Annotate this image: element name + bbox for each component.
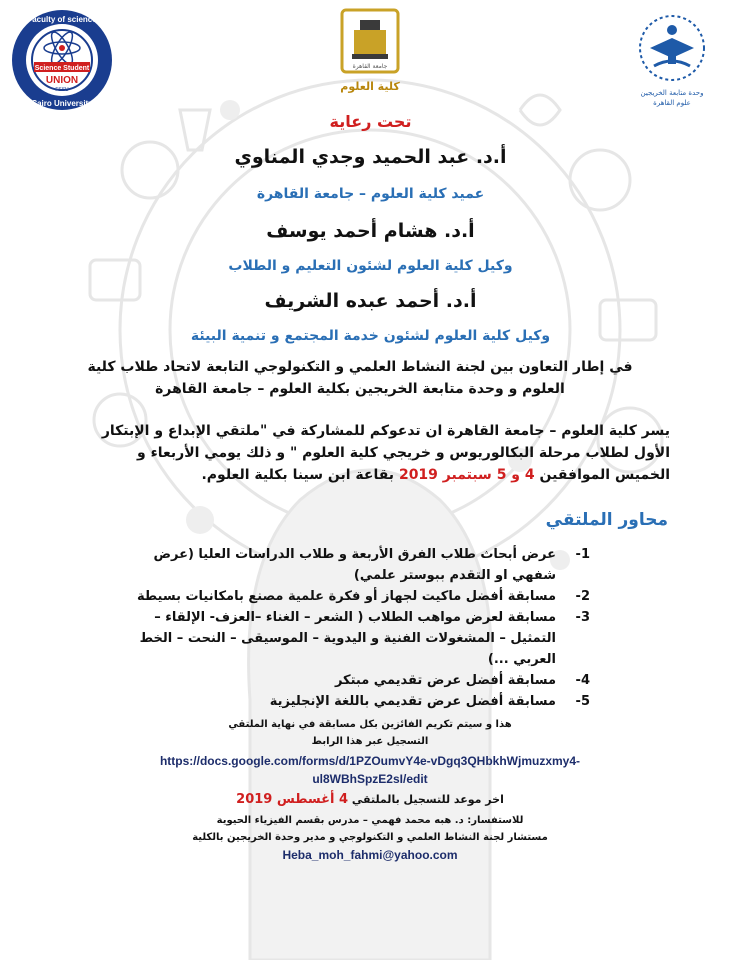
graduates-unit-logo <box>622 12 722 107</box>
deadline-line <box>150 790 590 810</box>
svg-text:FSSU: FSSU <box>55 87 69 93</box>
contact-line-2: مستشار لجنة النشاط العلمي و التكنولوجي و مدير وحدة الخريجين بالكلية <box>192 832 548 843</box>
axes-item-4: -4 مسابقة أفضل عرض تقديمي مبتكر <box>334 673 590 688</box>
graduates-logo-caption-1: وحدة متابعة الخريجين <box>640 89 704 97</box>
axes-item-1: -1 عرض أبحاث طلاب الفرق الأربعة و طلاب الدراسات العليا (عرض شفهي او التقدم ببوستر علمي) <box>153 547 590 583</box>
graduates-logo-caption-2: علوم القاهرة <box>653 99 691 107</box>
sponsor-2-name: أ.د. هشام أحمد يوسف <box>266 220 475 242</box>
invite-line-1: يسر كلية العلوم – جامعة القاهرة ان تدعوكم للمشاركة في "ملتقي الإبداع و الإبتكار <box>101 423 670 439</box>
sponsor-2-title: وكيل كلية العلوم لشئون التعليم و الطلاب <box>228 258 513 274</box>
sponsor-1-name: أ.د. عبد الحميد وجدي المناوي <box>234 146 507 168</box>
registration-link[interactable] <box>100 752 640 788</box>
faculty-logo-caption: كلية العلوم <box>340 80 400 93</box>
axes-item-3: -3 مسابقة لعرض مواهب الطلاب ( الشعر – الغناء –العزف- الإلقاء – التمثيل – المشغولات الفنية و اليدوية – الموسيقى – النحت – الخط العربي ...) <box>139 610 590 667</box>
intro-line-1: في إطار التعاون بين لجنة النشاط العلمي و التكنولوجي التابعة لاتحاد طلاب كلية <box>87 359 633 375</box>
invitation-paragraph <box>60 420 670 486</box>
event-date: 4 و 5 سبتمبر 2019 <box>398 467 535 483</box>
axes-heading: محاور الملتقي <box>545 510 668 530</box>
svg-text:Cairo University: Cairo University <box>31 99 93 108</box>
contact-line-1: للاستفسار: د. هبه محمد فهمي – مدرس بقسم الفيزياء الحيوية <box>216 815 524 826</box>
footer-info <box>150 716 590 750</box>
honor-note: هذا و سيتم تكريم الفائزين بكل مسابقة في نهاية الملتقي <box>228 719 512 730</box>
invite-line-2: الأول لطلاب مرحلة البكالوريوس و خريجي كلية العلوم " و ذلك يومي الأربعاء و <box>137 445 670 461</box>
svg-text:Science Student: Science Student <box>34 65 90 72</box>
invite-line-3-post: بقاعة ابن سينا بكلية العلوم. <box>201 467 395 483</box>
sponsor-3-title: وكيل كلية العلوم لشئون خدمة المجتمع و تنمية البيئة <box>190 328 551 344</box>
axes-item-2: -2 مسابقة أفضل ماكيت لجهاز أو فكرة علمية مصنع بامكانيات بسيطة <box>136 589 590 604</box>
registration-link-line-2[interactable]: ul8WBhSpzE2sI/edit <box>312 772 428 786</box>
contact-email[interactable]: Heba_moh_fahmi@yahoo.com <box>282 848 458 862</box>
faculty-of-science-logo <box>330 8 410 100</box>
invite-line-3 <box>60 464 670 486</box>
invite-line-3-pre: الخميس الموافقين <box>539 467 670 483</box>
sponsor-3-name: أ.د. أحمد عبده الشريف <box>264 290 477 312</box>
faculty-emblem-icon <box>340 8 400 74</box>
science-student-union-logo <box>10 8 114 112</box>
intro-paragraph <box>80 356 640 400</box>
svg-text:UNION: UNION <box>45 75 79 86</box>
registration-link-line-1[interactable]: https://docs.google.com/forms/d/1PZOumvY4e-vDgq3QHbkhWjmuzxmy4- <box>159 754 581 768</box>
deadline-pre: اخر موعد للتسجيل بالملتقي <box>351 793 504 806</box>
sponsorship-heading: تحت رعاية <box>329 112 412 131</box>
svg-text:Faculty of science: Faculty of science <box>27 15 97 24</box>
deadline-date: 4 أغسطس 2019 <box>236 792 349 807</box>
svg-text:جامعة القاهرة: جامعة القاهرة <box>352 63 388 70</box>
contact-info <box>100 812 640 846</box>
intro-line-2: العلوم و وحدة متابعة الخريجين بكلية العلوم – جامعة القاهرة <box>155 381 565 397</box>
sponsor-1-title: عميد كلية العلوم – جامعة القاهرة <box>256 186 485 202</box>
graduates-emblem-icon <box>632 12 712 84</box>
register-note: التسجيل عبر هذا الرابط <box>311 736 429 747</box>
axes-list <box>130 544 590 712</box>
axes-item-5: -5 مسابقة أفضل عرض تقديمي باللغة الإنجليزية <box>269 694 590 709</box>
